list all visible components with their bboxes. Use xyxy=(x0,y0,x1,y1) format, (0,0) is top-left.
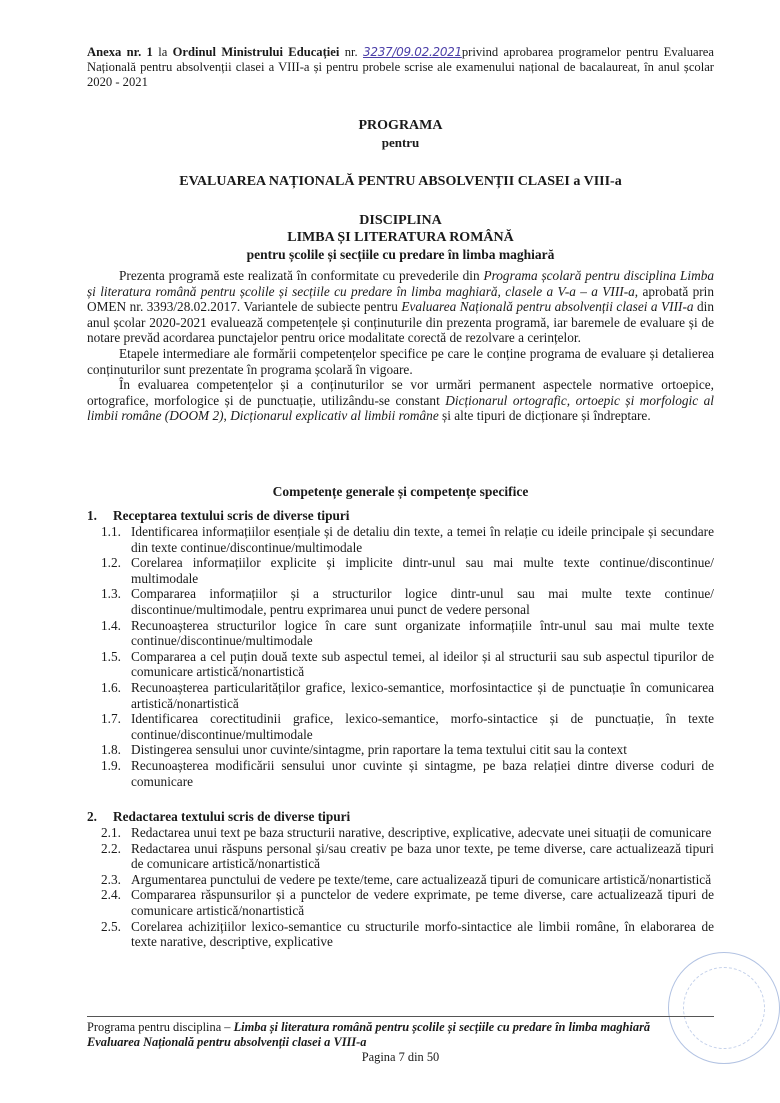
list-item: 2.3. Argumentarea punctului de vedere pe texte/teme, care actualizează tipuri de comunicare artistică/nonartistică xyxy=(101,871,712,887)
list-item: 1.5. Compararea a cel puțin două texte sub aspectul temei, al ideilor și al structurii sau sub aspectul tipurilor de comunicare artistică/nonartistică xyxy=(101,648,714,680)
list-item: 1.6. Recunoașterea particularităților grafice, lexico-semantice, morfosintactice și de punctuație în comunicarea artistică/nonartistică xyxy=(101,679,714,711)
competence-list xyxy=(87,524,714,789)
title-limba: LIMBA ȘI LITERATURA ROMÂNĂ xyxy=(287,230,514,245)
handwritten-order-number: 3237/09.02.2021 xyxy=(363,45,462,59)
list-item: 2.5. Corelarea achizițiilor lexico-semantice cu structurile morfo-sintactice ale limbii române, în elaborarea de texte narative, descriptive, explicative xyxy=(101,918,714,950)
title-disciplina: DISCIPLINA xyxy=(359,213,442,228)
list-item: 1.2. Corelarea informațiilor explicite și implicite dintr-unul sau mai multe texte continue/discontinue/ multimodale xyxy=(101,555,714,586)
footer-discipline: Limba și literatura română pentru școlile și secțiile cu predare în limba maghiară xyxy=(233,1020,651,1034)
list-item: 2.1. Redactarea unui text pe baza structurii narative, descriptive, explicative, adecvate unei situații de comunicare xyxy=(101,825,712,840)
group-number: 2. xyxy=(87,809,97,824)
page-number: Pagina 7 din 50 xyxy=(361,1050,440,1064)
title-scoli: pentru școlile și secțiile cu predare în limba maghiară xyxy=(246,247,555,262)
list-item: 1.3. Compararea informațiilor și a structurilor logice dintr-unul sau mai multe texte continue/ discontinue/multimodale, pentru exprimarea unui punct de vedere personal xyxy=(101,586,714,617)
list-item: 1.4. Recunoașterea structurilor logice în care sunt organizate informațiile într-unul sau mai multe texte continue/discontinue/multimodale xyxy=(101,617,714,649)
competences-heading: Competențe generale și competențe specifice xyxy=(272,484,529,499)
annex-label: Anexa nr. 1 xyxy=(87,45,153,59)
competence-list xyxy=(87,825,714,950)
footer-exam: Evaluarea Națională pentru absolvenții clasei a VIII-a xyxy=(87,1035,367,1049)
competence-group-2 xyxy=(87,809,714,950)
list-item: 1.9. Recunoașterea modificării sensului unor cuvinte și sintagme, pe baza relației dintre diverse coduri de comunicare xyxy=(101,757,714,789)
list-item: 1.8. Distingerea sensului unor cuvinte/sintagme, prin raportare la tema textului citit sau la context xyxy=(101,742,627,758)
group-title: Redactarea textului scris de diverse tipuri xyxy=(113,809,351,824)
page-footer: Programa pentru disciplina – Limba și literatura română pentru școlile și secțiile cu predare în limba maghiară Evaluarea Națională pentru absolvenții clasei a VIII-a Pagina 7 din 50 xyxy=(87,1020,714,1065)
intro-paragraph-2: Etapele intermediare ale formării competențelor specifice pe care le conține programa de evaluare și detalierea conținuturilor sunt prezentate în programa școlară în vigoare. xyxy=(87,345,714,377)
group-title: Receptarea textului scris de diverse tipuri xyxy=(113,508,350,523)
footer-divider xyxy=(87,1016,714,1017)
list-item: 1.1. Identificarea informațiilor esențiale și de detaliu din texte, a temei în relație cu ideile principale și secundare din texte continue/discontinue/multimodale xyxy=(101,524,714,555)
intro-paragraph-3: În evaluarea competențelor și a conținuturilor se vor urmări permanent aspectele normative ortoepice, ortografice, morfologice și de punctuație, utilizându-se constant Dicționarul ortografic, ortoepic și morfologic al limbii române (DOOM 2), Dicționarul explicativ al limbii române și alte tipuri de dicționare și îndreptare. xyxy=(87,377,714,424)
title-programa: PROGRAMA xyxy=(358,118,443,133)
intro-section xyxy=(87,268,714,424)
list-item: 1.7. Identificarea corectitudinii grafice, lexico-semantice, morfo-sintactice și de punctuație, în texte continue/discontinue/multimodale xyxy=(101,711,714,742)
title-pentru: pentru xyxy=(381,135,420,150)
annex-header: Anexa nr. 1 la Ordinul Ministrului Educației nr. 3237/09.02.2021privind aprobarea programelor pentru Evaluarea Națională pentru absolvenții clasei a VIII-a și pentru probele scrise ale examenului național de bacalaureat, în anul școlar 2020 - 2021 xyxy=(87,45,714,89)
list-item: 2.2. Redactarea unui răspuns personal și/sau creativ pe baza unor texte, pe teme diverse, care actualizează tipuri de comunicare artistică/nonartistică xyxy=(101,840,714,872)
order-label: Ordinul Ministrului Educației xyxy=(172,45,340,59)
title-evaluare: EVALUAREA NAȚIONALĂ PENTRU ABSOLVENȚII CLASEI a VIII-a xyxy=(179,174,622,189)
intro-paragraph-1: Prezenta programă este realizată în conformitate cu prevederile din Programa școlară pentru disciplina Limba și literatura română pentru școlile și secțiile cu predare în limba maghiară, clasele a V-a – a VIII-a, aprobată prin OMEN nr. 3393/28.02.2017. Variantele de subiecte pentru Evaluarea Națională pentru absolvenții clasei a VIII-a din anul școlar 2020-2021 evaluează competențele și conținuturile din prezenta programă, iar baremele de evaluare și de notare prevăd acordarea punctajelor pentru orice modalitate corectă de rezolvare a cerințelor. xyxy=(87,268,714,346)
list-item: 2.4. Compararea răspunsurilor și a punctelor de vedere exprimate, pe teme diverse, care actualizează tipuri de comunicare artistică/nonartistică xyxy=(101,887,714,918)
group-number: 1. xyxy=(87,508,97,523)
competence-group-1 xyxy=(87,508,714,789)
